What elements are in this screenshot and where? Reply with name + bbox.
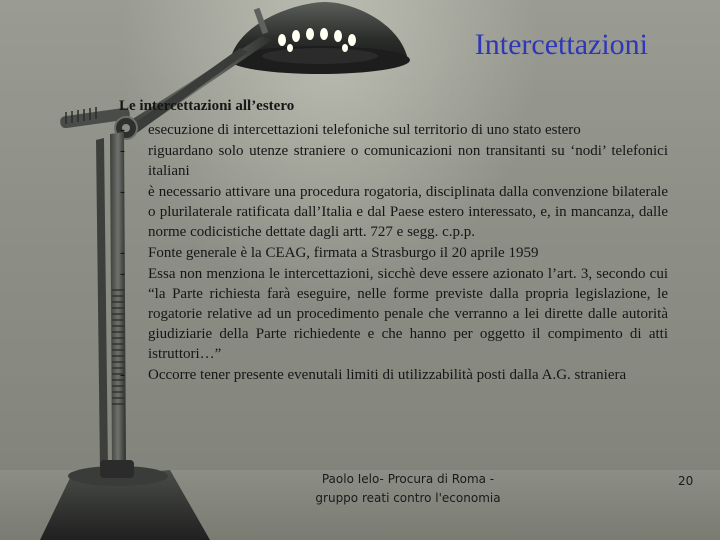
bullet-dash: - xyxy=(120,245,125,261)
bullet-item xyxy=(112,120,668,140)
bullet-item xyxy=(112,141,668,181)
bullet-list xyxy=(112,120,668,386)
footer-group-line: gruppo reati contro l'economia xyxy=(315,491,501,505)
footer-author-line: Paolo Ielo- Procura di Roma - xyxy=(321,472,495,486)
bullet-text: Fonte generale è la CEAG, firmata a Strasburgo il 20 aprile 1959 xyxy=(148,245,539,261)
bullet-item xyxy=(112,182,668,242)
bullet-dash: - xyxy=(120,367,125,383)
bullet-item xyxy=(112,243,668,263)
slide-subtitle: Le intercettazioni all’estero xyxy=(119,98,295,114)
slide-footer xyxy=(292,470,524,508)
bullet-text: esecuzione di intercettazioni telefoniche sul territorio di uno stato estero xyxy=(148,122,581,138)
bullet-text: riguardano solo utenze straniere o comunicazioni non transitanti su ‘nodi’ telefonici italiani xyxy=(148,143,668,179)
lamp-base xyxy=(40,460,210,540)
bullet-item xyxy=(112,365,668,385)
bullet-text: è necessario attivare una procedura rogatoria, disciplinata dalla convenzione bilaterale o plurilaterale ratificata dall’Italia e dal Paese estero interessato, e, in mancanza, dalle norme codicistiche dettate dagli artt. 727 e segg. c.p.p. xyxy=(148,184,668,240)
bullet-dash: - xyxy=(120,122,125,138)
bullet-text: Essa non menziona le intercettazioni, sicchè deve essere azionato l’art. 3, secondo cui “la Parte richiesta farà eseguire, nelle forme previste dalla propria legislazione, le rogatorie relative ad un procedimento penale che verranno a lei dirette dalle autorità giudiziarie della Parte richiedente e che hanno per oggetto il compimento di atti istruttori…” xyxy=(148,266,668,362)
lamp-shade xyxy=(230,2,410,74)
bullet-dash: - xyxy=(120,184,125,200)
bullet-text: Occorre tener presente evenutali limiti di utilizzabilità posti dalla A.G. straniera xyxy=(148,367,627,383)
bullet-item xyxy=(112,264,668,364)
bullet-dash: - xyxy=(120,266,125,282)
slide-title: Intercettazioni xyxy=(474,28,648,61)
bullet-dash: - xyxy=(120,143,125,159)
page-number: 20 xyxy=(678,474,694,488)
